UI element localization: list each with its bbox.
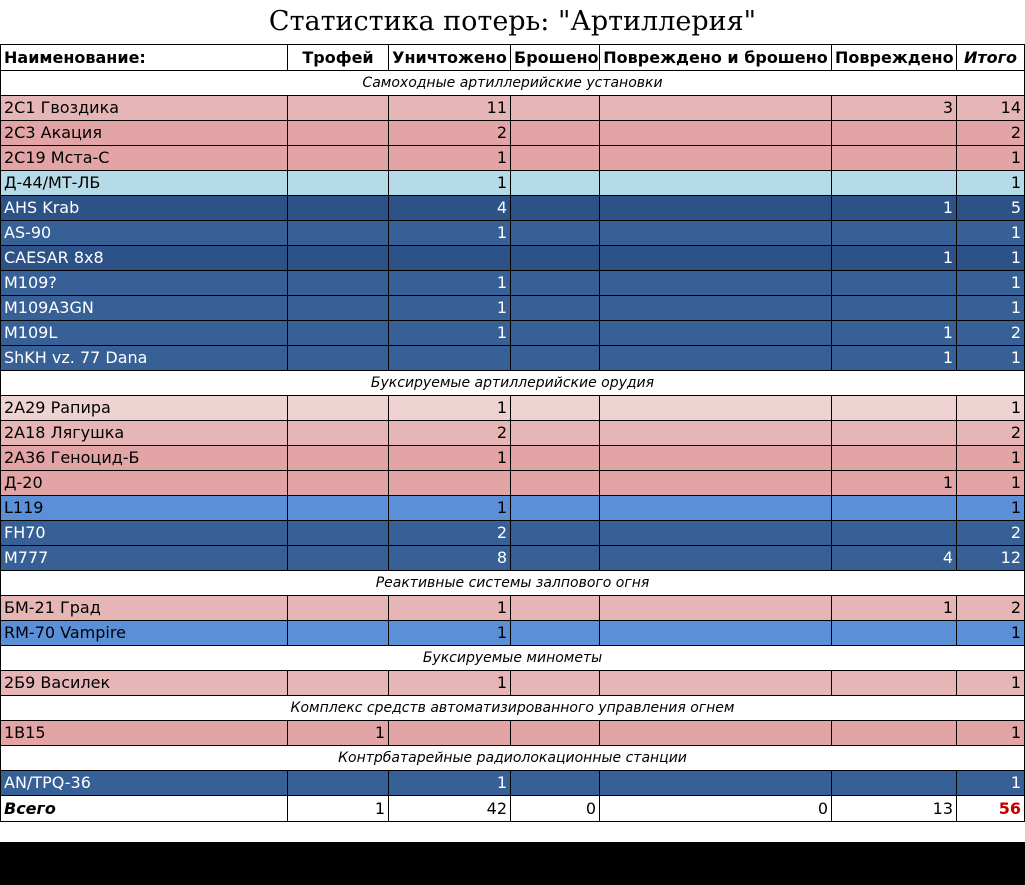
row-value: 1 (389, 596, 511, 621)
table-row (1, 396, 1025, 421)
row-value: 1 (957, 246, 1025, 271)
row-name: CAESAR 8x8 (1, 246, 288, 271)
row-value (832, 521, 957, 546)
row-value (288, 196, 389, 221)
row-value (511, 396, 600, 421)
row-value (600, 721, 832, 746)
section-row (1, 71, 1025, 96)
row-value (511, 421, 600, 446)
row-value (511, 296, 600, 321)
row-value: 1 (957, 496, 1025, 521)
row-value (832, 221, 957, 246)
row-name: 2С19 Мста-С (1, 146, 288, 171)
row-value (511, 546, 600, 571)
row-value: 1 (957, 621, 1025, 646)
table-row (1, 196, 1025, 221)
section-title: Буксируемые артиллерийские орудия (1, 371, 1025, 396)
row-name: M109L (1, 321, 288, 346)
row-value (288, 471, 389, 496)
section-title: Комплекс средств автоматизированного управления огнем (1, 696, 1025, 721)
section-row (1, 371, 1025, 396)
row-value (288, 596, 389, 621)
row-value: 1 (832, 596, 957, 621)
row-value: 1 (389, 271, 511, 296)
row-value: 1 (389, 621, 511, 646)
table-row (1, 121, 1025, 146)
row-value: 1 (957, 271, 1025, 296)
row-name: M777 (1, 546, 288, 571)
row-value: 1 (832, 321, 957, 346)
row-value: 5 (957, 196, 1025, 221)
row-value (600, 146, 832, 171)
row-value (600, 296, 832, 321)
row-value (511, 446, 600, 471)
row-value (288, 96, 389, 121)
row-value: 1 (957, 446, 1025, 471)
row-value (600, 521, 832, 546)
row-value (288, 446, 389, 471)
row-value: 1 (957, 296, 1025, 321)
row-value (288, 546, 389, 571)
header-name: Наименование: (1, 45, 288, 71)
table-row (1, 421, 1025, 446)
row-name: 2Б9 Василек (1, 671, 288, 696)
row-value: 1 (832, 346, 957, 371)
table-row (1, 446, 1025, 471)
row-value: 1 (957, 171, 1025, 196)
section-row (1, 746, 1025, 771)
section-title: Контрбатарейные радиолокационные станции (1, 746, 1025, 771)
row-value (288, 771, 389, 796)
title-row (1, 0, 1025, 45)
row-value: 8 (389, 546, 511, 571)
row-name: M109A3GN (1, 296, 288, 321)
header-row (1, 45, 1025, 71)
row-value (832, 121, 957, 146)
row-value: 14 (957, 96, 1025, 121)
header-trophy: Трофей (288, 45, 389, 71)
row-value: 2 (957, 421, 1025, 446)
row-value (600, 621, 832, 646)
row-value: 1 (957, 471, 1025, 496)
row-value (511, 96, 600, 121)
row-value: 1 (389, 321, 511, 346)
row-value (600, 121, 832, 146)
row-value: 2 (389, 421, 511, 446)
row-value (288, 346, 389, 371)
row-value (600, 246, 832, 271)
row-value (288, 146, 389, 171)
row-value (511, 121, 600, 146)
row-value (511, 721, 600, 746)
row-value (511, 221, 600, 246)
totals-value: 1 (288, 796, 389, 822)
row-value (600, 96, 832, 121)
row-value (600, 271, 832, 296)
section-title: Самоходные артиллерийские установки (1, 71, 1025, 96)
row-value: 1 (389, 496, 511, 521)
row-value (600, 546, 832, 571)
row-value: 1 (957, 721, 1025, 746)
row-value (511, 596, 600, 621)
header-abandoned: Брошено (511, 45, 600, 71)
grand-total: 56 (957, 796, 1025, 822)
row-value (511, 621, 600, 646)
totals-value: 42 (389, 796, 511, 822)
row-name: M109? (1, 271, 288, 296)
table-row (1, 271, 1025, 296)
row-value (511, 471, 600, 496)
row-value (511, 171, 600, 196)
row-value (600, 596, 832, 621)
table-row (1, 246, 1025, 271)
table-row (1, 521, 1025, 546)
row-value (511, 196, 600, 221)
table-row (1, 596, 1025, 621)
table-row (1, 721, 1025, 746)
totals-row (1, 796, 1025, 822)
row-value: 1 (832, 196, 957, 221)
row-value: 1 (389, 446, 511, 471)
row-value (600, 321, 832, 346)
table-row (1, 296, 1025, 321)
row-value (511, 521, 600, 546)
row-value (832, 446, 957, 471)
row-value (832, 421, 957, 446)
row-name: 2А29 Рапира (1, 396, 288, 421)
section-row (1, 646, 1025, 671)
row-value (288, 271, 389, 296)
row-value (288, 171, 389, 196)
row-value (600, 221, 832, 246)
row-name: FH70 (1, 521, 288, 546)
row-value (832, 146, 957, 171)
row-value: 1 (957, 771, 1025, 796)
totals-label: Всего (1, 796, 288, 822)
row-name: AHS Krab (1, 196, 288, 221)
section-title: Реактивные системы залпового огня (1, 571, 1025, 596)
row-value (832, 271, 957, 296)
row-value: 11 (389, 96, 511, 121)
row-value (600, 496, 832, 521)
row-value (288, 521, 389, 546)
row-value (288, 671, 389, 696)
row-name: Д-44/МТ-ЛБ (1, 171, 288, 196)
row-value (389, 246, 511, 271)
table-row (1, 346, 1025, 371)
totals-value: 0 (600, 796, 832, 822)
row-value: 1 (832, 471, 957, 496)
row-value: 1 (957, 221, 1025, 246)
row-value: 3 (832, 96, 957, 121)
row-value (288, 246, 389, 271)
row-value (600, 396, 832, 421)
row-value (288, 321, 389, 346)
table-row (1, 146, 1025, 171)
row-value: 1 (389, 146, 511, 171)
table-row (1, 471, 1025, 496)
row-name: L119 (1, 496, 288, 521)
table-row (1, 771, 1025, 796)
row-name: 2С3 Акация (1, 121, 288, 146)
row-value (600, 196, 832, 221)
row-name: Д-20 (1, 471, 288, 496)
row-name: 2А36 Геноцид-Б (1, 446, 288, 471)
header-total: Итого (957, 45, 1025, 71)
row-name: RM-70 Vampire (1, 621, 288, 646)
row-value: 4 (389, 196, 511, 221)
row-value: 2 (389, 521, 511, 546)
row-value: 1 (957, 671, 1025, 696)
row-value: 12 (957, 546, 1025, 571)
table-row (1, 171, 1025, 196)
table-row (1, 621, 1025, 646)
header-damaged-abandoned: Повреждено и брошено (600, 45, 832, 71)
totals-value: 0 (511, 796, 600, 822)
row-value: 4 (832, 546, 957, 571)
table-row (1, 221, 1025, 246)
row-value (600, 471, 832, 496)
row-value (389, 721, 511, 746)
row-value: 2 (957, 321, 1025, 346)
row-value (600, 421, 832, 446)
row-value: 2 (957, 121, 1025, 146)
section-row (1, 696, 1025, 721)
header-destroyed: Уничтожено (389, 45, 511, 71)
row-name: ShKH vz. 77 Dana (1, 346, 288, 371)
row-value: 1 (389, 396, 511, 421)
row-value: 1 (389, 771, 511, 796)
row-value: 1 (288, 721, 389, 746)
row-value (511, 346, 600, 371)
row-value (600, 446, 832, 471)
row-value (600, 171, 832, 196)
row-value: 1 (957, 146, 1025, 171)
row-value: 1 (389, 171, 511, 196)
section-title: Буксируемые минометы (1, 646, 1025, 671)
row-name: 2А18 Лягушка (1, 421, 288, 446)
row-name: 2С1 Гвоздика (1, 96, 288, 121)
row-value (832, 621, 957, 646)
row-value: 2 (389, 121, 511, 146)
row-value (832, 396, 957, 421)
header-damaged: Повреждено (832, 45, 957, 71)
row-value (511, 771, 600, 796)
row-value (288, 296, 389, 321)
row-value (511, 321, 600, 346)
section-row (1, 571, 1025, 596)
row-value (600, 346, 832, 371)
row-value (389, 346, 511, 371)
page-title: Статистика потерь: "Артиллерия" (1, 0, 1025, 45)
row-value (832, 171, 957, 196)
row-value (288, 396, 389, 421)
table-row (1, 671, 1025, 696)
row-value (832, 296, 957, 321)
row-value: 1 (832, 246, 957, 271)
row-value (389, 471, 511, 496)
row-name: AS-90 (1, 221, 288, 246)
totals-value: 13 (832, 796, 957, 822)
row-value (288, 496, 389, 521)
row-value (511, 496, 600, 521)
row-value: 1 (389, 221, 511, 246)
row-value: 2 (957, 521, 1025, 546)
row-value (600, 671, 832, 696)
row-value: 2 (957, 596, 1025, 621)
row-value (832, 671, 957, 696)
row-value: 1 (957, 396, 1025, 421)
row-name: 1В15 (1, 721, 288, 746)
row-value: 1 (389, 671, 511, 696)
row-value (288, 221, 389, 246)
table-row (1, 546, 1025, 571)
row-value: 1 (389, 296, 511, 321)
table-row (1, 96, 1025, 121)
table-row (1, 496, 1025, 521)
row-value (511, 671, 600, 696)
row-name: БМ-21 Град (1, 596, 288, 621)
row-value (288, 121, 389, 146)
row-value: 1 (957, 346, 1025, 371)
table-row (1, 321, 1025, 346)
row-value (832, 721, 957, 746)
row-value (511, 146, 600, 171)
row-value (600, 771, 832, 796)
row-value (511, 246, 600, 271)
row-value (511, 271, 600, 296)
row-value (288, 421, 389, 446)
row-name: AN/TPQ-36 (1, 771, 288, 796)
row-value (832, 771, 957, 796)
row-value (832, 496, 957, 521)
row-value (288, 621, 389, 646)
